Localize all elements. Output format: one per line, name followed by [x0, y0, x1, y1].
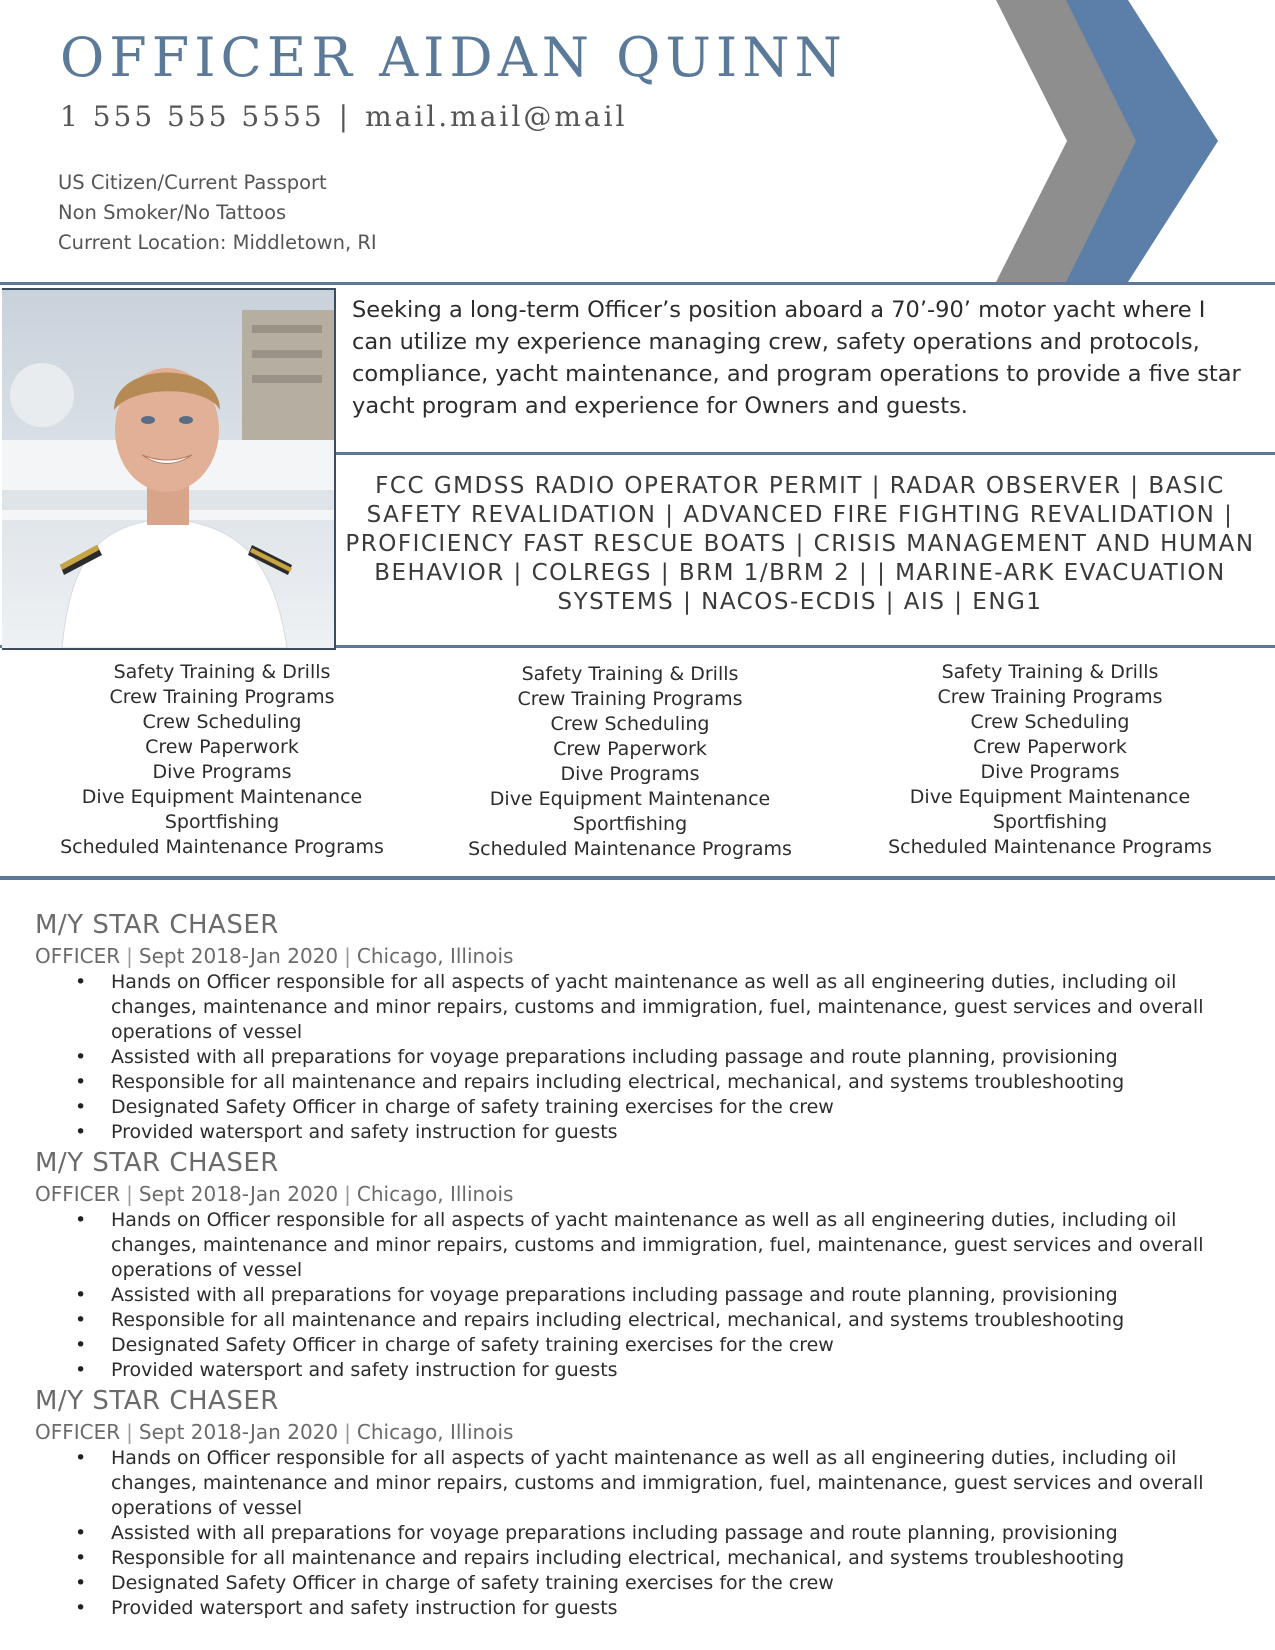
skill-item: Scheduled Maintenance Programs [60, 836, 384, 858]
profile-photo [2, 288, 336, 650]
officer-portrait [2, 290, 334, 648]
skills-column-2 [430, 662, 830, 862]
job-duties [35, 1208, 1255, 1383]
skill-item: Dive Equipment Maintenance [81, 786, 363, 808]
vessel-name: M/Y STAR CHASER [35, 1148, 279, 1178]
job-meta [35, 1418, 1255, 1446]
job-location: Chicago, Illinois [356, 944, 514, 968]
duty-bullet: • Hands on Officer responsible for all aspects of yacht maintenance as well as all engineering duties, including oil changes, maintenance and minor repairs, customs and immigration, fuel, maintenance, guest services and overall operations of vessel [111, 1208, 1255, 1283]
vessel-name: M/Y STAR CHASER [35, 910, 279, 940]
phone-number: 1 555 555 5555 [60, 100, 325, 133]
skill-item: Safety Training & Drills [113, 661, 331, 683]
skill-item: Dive Programs [560, 763, 700, 785]
skill-item: Sportfishing [992, 811, 1108, 833]
skill-item: Crew Paperwork [145, 736, 299, 758]
skill-item: Safety Training & Drills [941, 661, 1159, 683]
contact-line [60, 100, 627, 133]
job-dates: Sept 2018-Jan 2020 [138, 1182, 339, 1206]
duty-bullet: • Designated Safety Officer in charge of safety training exercises for the crew [111, 1095, 1255, 1120]
skill-item: Dive Equipment Maintenance [489, 788, 771, 810]
job-dates: Sept 2018-Jan 2020 [138, 1420, 339, 1444]
meta-separator: | [344, 1182, 351, 1206]
experience-entry-2 [35, 1146, 1255, 1383]
duty-bullet: • Assisted with all preparations for voyage preparations including passage and route planning, provisioning [111, 1283, 1255, 1308]
vessel-name: M/Y STAR CHASER [35, 1386, 279, 1416]
skill-item: Crew Scheduling [142, 711, 302, 733]
job-meta [35, 1180, 1255, 1208]
duty-bullet: • Hands on Officer responsible for all aspects of yacht maintenance as well as all engineering duties, including oil changes, maintenance and minor repairs, customs and immigration, fuel, maintenance, guest services and overall operations of vessel [111, 1446, 1255, 1521]
skill-item: Scheduled Maintenance Programs [888, 836, 1212, 858]
meta-separator: | [344, 944, 351, 968]
candidate-name: OFFICER AIDAN QUINN [60, 26, 847, 89]
meta-separator: | [126, 1182, 133, 1206]
skill-item: Crew Scheduling [970, 711, 1130, 733]
duty-bullet: • Hands on Officer responsible for all aspects of yacht maintenance as well as all engineering duties, including oil changes, maintenance and minor repairs, customs and immigration, fuel, maintenance, guest services and overall operations of vessel [111, 970, 1255, 1045]
job-role: OFFICER [35, 1182, 121, 1206]
skill-item: Crew Paperwork [553, 738, 707, 760]
job-meta [35, 942, 1255, 970]
fact-smoker: Non Smoker/No Tattoos [58, 201, 287, 224]
skill-item: Dive Programs [152, 761, 292, 783]
duty-bullet: • Provided watersport and safety instruction for guests [111, 1596, 1255, 1621]
skill-item: Crew Training Programs [109, 686, 335, 708]
skill-item: Crew Training Programs [517, 688, 743, 710]
skill-item: Crew Paperwork [973, 736, 1127, 758]
skill-item: Dive Equipment Maintenance [909, 786, 1191, 808]
job-location: Chicago, Illinois [356, 1182, 514, 1206]
duty-bullet: • Designated Safety Officer in charge of safety training exercises for the crew [111, 1333, 1255, 1358]
experience-entry-3 [35, 1384, 1255, 1621]
meta-separator: | [344, 1420, 351, 1444]
duty-bullet: • Responsible for all maintenance and repairs including electrical, mechanical, and systems troubleshooting [111, 1546, 1255, 1571]
skill-item: Sportfishing [164, 811, 280, 833]
meta-separator: | [126, 944, 133, 968]
job-duties [35, 970, 1255, 1145]
meta-separator: | [126, 1420, 133, 1444]
skill-item: Safety Training & Drills [521, 663, 739, 685]
contact-separator: | [338, 100, 352, 133]
job-role: OFFICER [35, 1420, 121, 1444]
job-role: OFFICER [35, 944, 121, 968]
duty-bullet: • Designated Safety Officer in charge of safety training exercises for the crew [111, 1571, 1255, 1596]
objective-statement: Seeking a long-term Officer’s position aboard a 70’-90’ motor yacht where I can utilize my experience managing crew, safety operations and protocols, compliance, yacht maintenance, and program operations to provide a five star yacht program and experience for Owners and guests. [352, 297, 1241, 419]
duty-bullet: • Provided watersport and safety instruction for guests [111, 1120, 1255, 1145]
skill-item: Scheduled Maintenance Programs [468, 838, 792, 860]
skill-item: Crew Scheduling [550, 713, 710, 735]
fact-location: Current Location: Middletown, RI [58, 231, 377, 254]
duty-bullet: • Provided watersport and safety instruction for guests [111, 1358, 1255, 1383]
skill-item: Crew Training Programs [937, 686, 1163, 708]
email-address[interactable]: mail.mail@mail [365, 100, 628, 133]
decorative-chevrons [990, 0, 1230, 282]
duty-bullet: • Assisted with all preparations for voyage preparations including passage and route planning, provisioning [111, 1045, 1255, 1070]
rule-top [0, 282, 1275, 285]
job-duties [35, 1446, 1255, 1621]
certifications-list: FCC GMDSS RADIO OPERATOR PERMIT | RADAR OBSERVER | BASIC SAFETY REVALIDATION | ADVANCED FIRE FIGHTING REVALIDATION | PROFICIENCY FAST RESCUE BOATS | CRISIS MANAGEMENT AND HUMAN BEHAVIOR | COLREGS | BRM 1/BRM 2 | | MARINE-ARK EVACUATION SYSTEMS | NACOS-ECDIS | AIS | ENG1 [345, 473, 1255, 615]
skill-item: Dive Programs [980, 761, 1120, 783]
duty-bullet: • Responsible for all maintenance and repairs including electrical, mechanical, and systems troubleshooting [111, 1070, 1255, 1095]
job-dates: Sept 2018-Jan 2020 [138, 944, 339, 968]
skills-column-1 [22, 660, 422, 860]
rule-skills-bottom [0, 876, 1275, 880]
duty-bullet: • Assisted with all preparations for voyage preparations including passage and route planning, provisioning [111, 1521, 1255, 1546]
skill-item: Sportfishing [572, 813, 688, 835]
rule-objective [334, 452, 1275, 455]
skills-column-3 [850, 660, 1250, 860]
personal-facts [58, 168, 377, 258]
experience-entry-1 [35, 908, 1255, 1145]
job-location: Chicago, Illinois [356, 1420, 514, 1444]
fact-citizenship: US Citizen/Current Passport [58, 171, 327, 194]
duty-bullet: • Responsible for all maintenance and repairs including electrical, mechanical, and systems troubleshooting [111, 1308, 1255, 1333]
